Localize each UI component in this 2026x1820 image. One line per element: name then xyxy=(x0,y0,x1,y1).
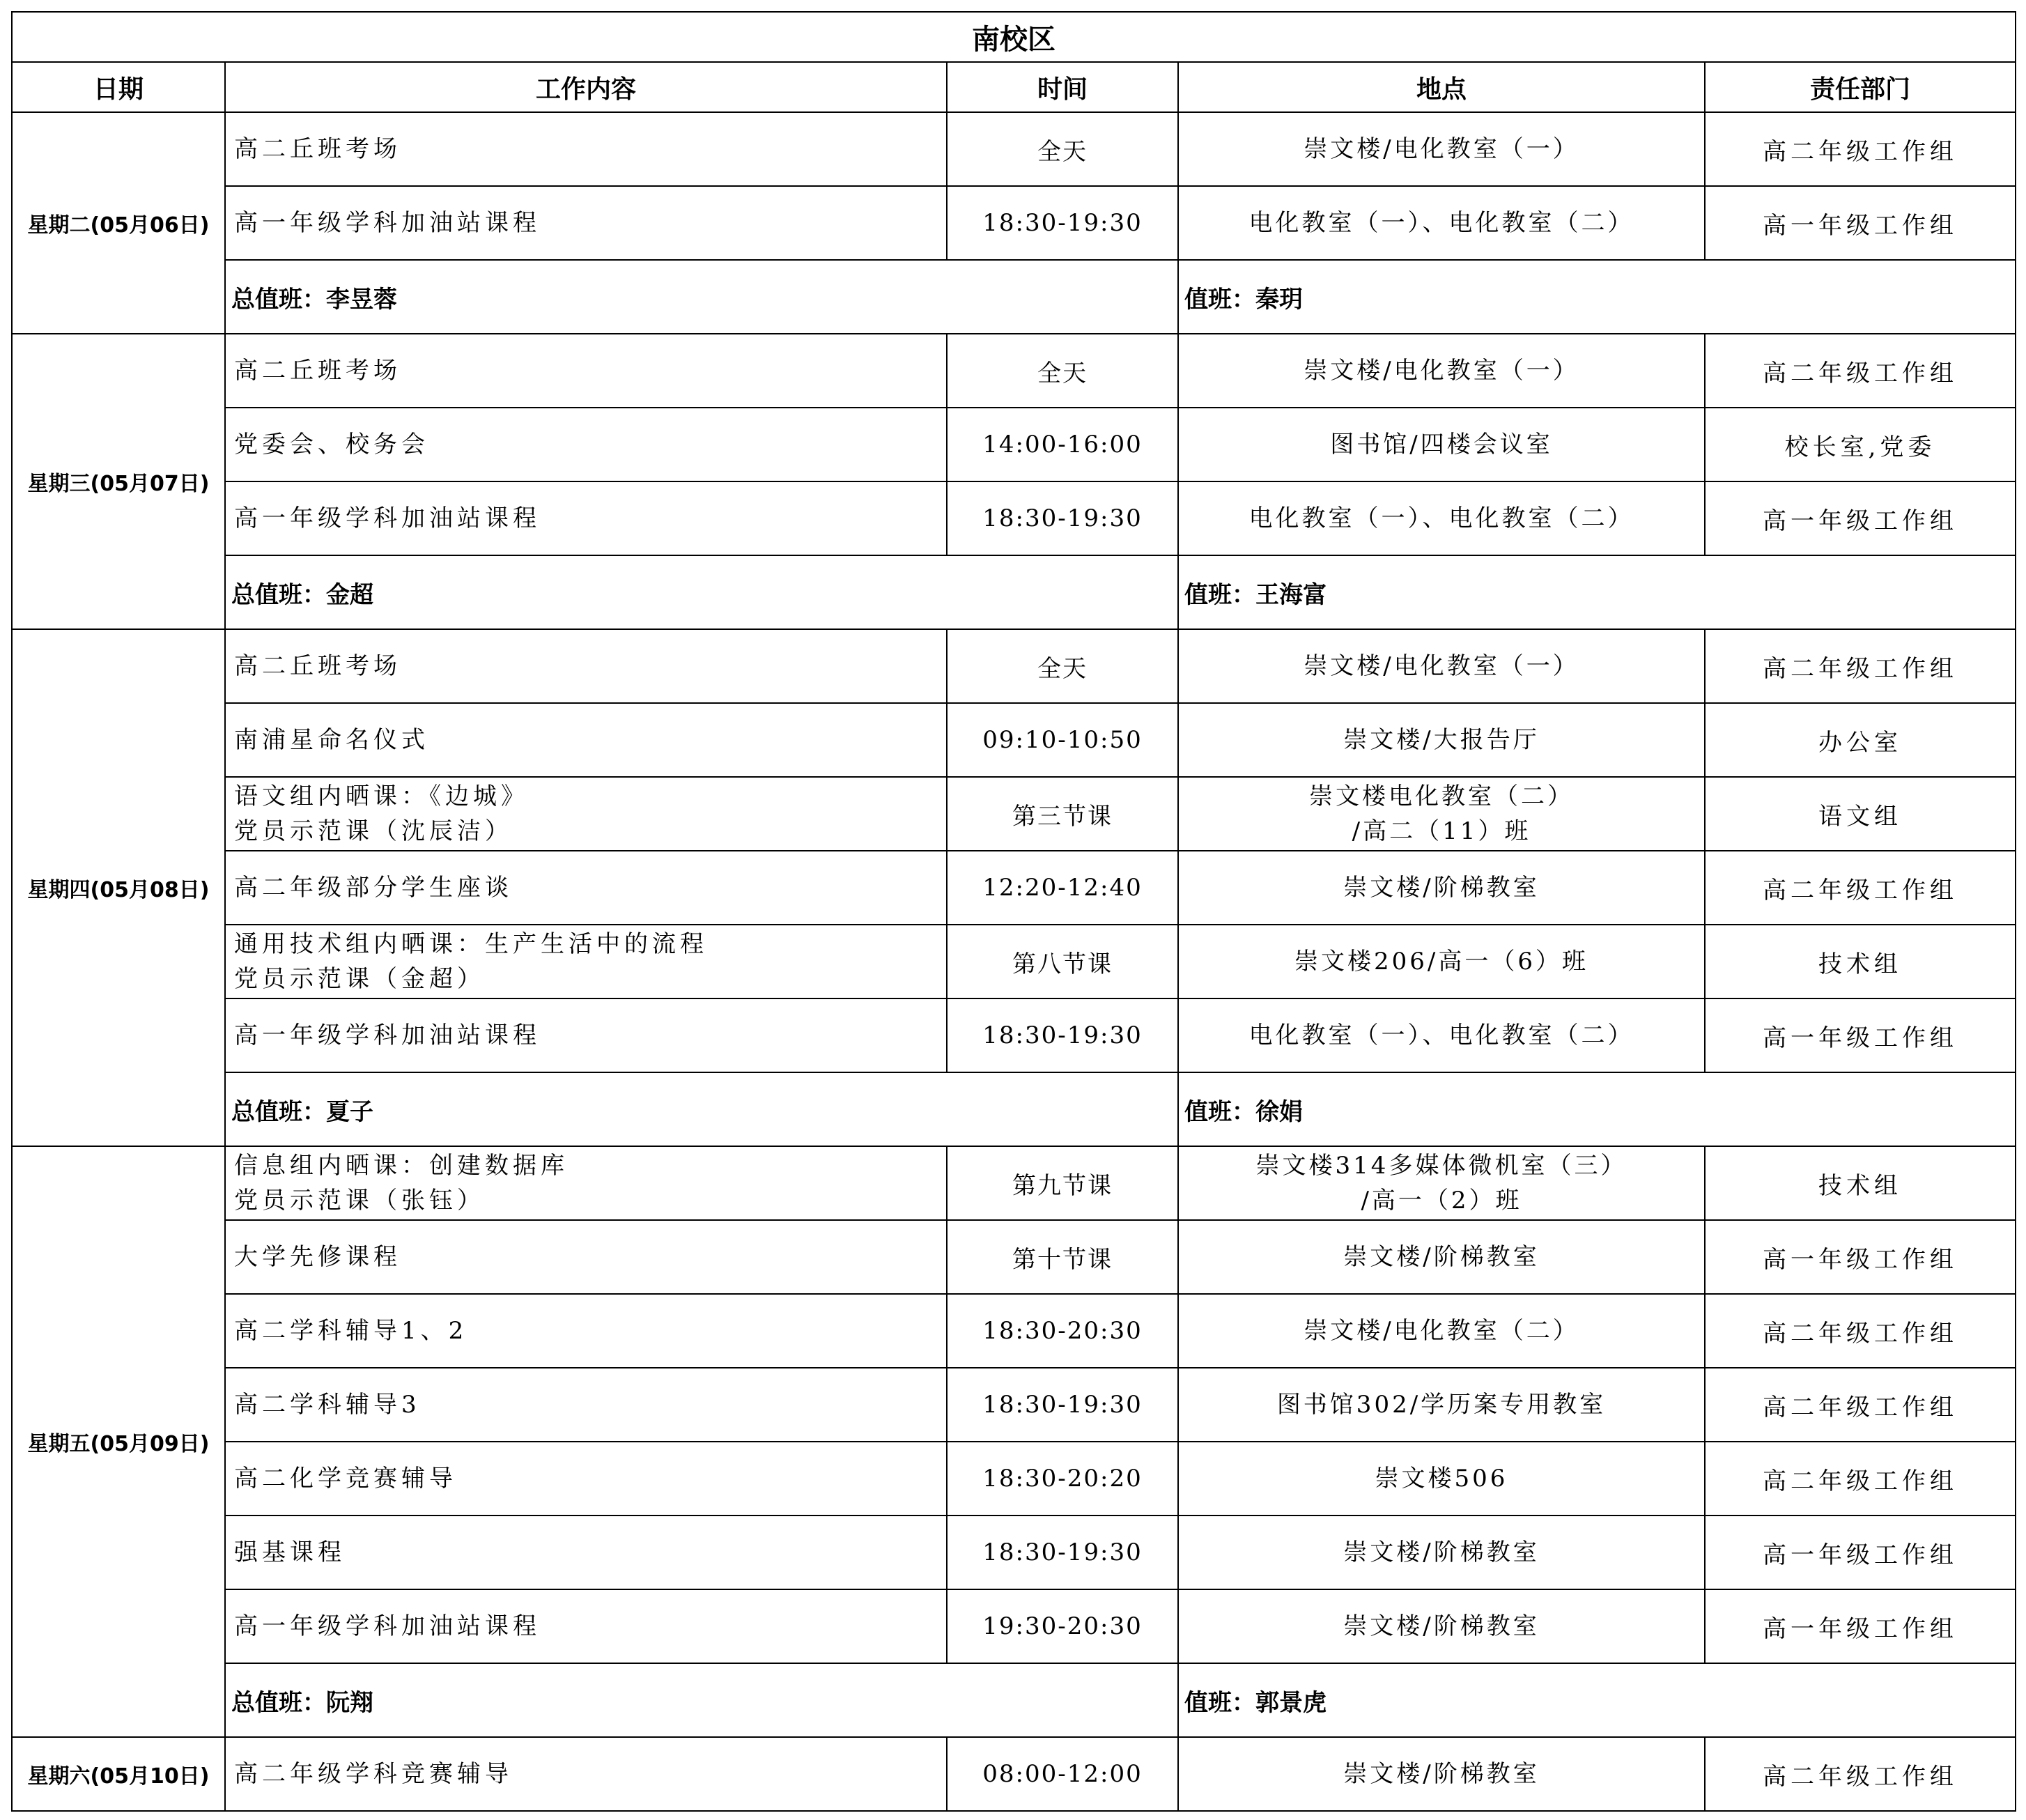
table-row xyxy=(12,1737,2016,1811)
dept-cell: 高二年级工作组 xyxy=(1705,1737,2016,1811)
dept-cell: 校长室,党委 xyxy=(1705,408,2016,481)
dept-cell: 高二年级工作组 xyxy=(1705,334,2016,408)
time-cell: 全天 xyxy=(947,629,1178,703)
dept-cell: 高二年级工作组 xyxy=(1705,851,2016,925)
content-cell: 高二年级部分学生座谈 xyxy=(225,851,947,925)
table-row xyxy=(12,334,2016,408)
dept-cell: 技术组 xyxy=(1705,1146,2016,1220)
time-cell: 第九节课 xyxy=(947,1146,1178,1220)
time-cell: 18:30-19:30 xyxy=(947,481,1178,555)
duty-cell: 值班：秦玥 xyxy=(1178,260,2016,334)
place-cell: 崇文楼/阶梯教室 xyxy=(1178,1516,1705,1589)
content-cell: 高二化学竞赛辅导 xyxy=(225,1442,947,1516)
time-cell: 第十节课 xyxy=(947,1220,1178,1294)
place-cell: 崇文楼/阶梯教室 xyxy=(1178,1589,1705,1663)
place-cell: 崇文楼314多媒体微机室（三） /高一（2）班 xyxy=(1178,1146,1705,1220)
content-cell: 大学先修课程 xyxy=(225,1220,947,1294)
schedule-body xyxy=(12,12,2016,1811)
dept-cell: 高一年级工作组 xyxy=(1705,481,2016,555)
place-cell: 崇文楼/大报告厅 xyxy=(1178,703,1705,777)
chief-duty-cell: 总值班：金超 xyxy=(225,555,1178,629)
place-cell: 崇文楼/电化教室（二） xyxy=(1178,1294,1705,1368)
table-row xyxy=(12,408,2016,481)
duty-row xyxy=(12,260,2016,334)
table-row xyxy=(12,112,2016,186)
duty-row xyxy=(12,555,2016,629)
schedule-table xyxy=(11,11,2016,1812)
place-cell: 电化教室（一）、电化教室（二） xyxy=(1178,481,1705,555)
dept-cell: 高二年级工作组 xyxy=(1705,1294,2016,1368)
header-content: 工作内容 xyxy=(225,62,947,112)
duty-cell: 值班：郭景虎 xyxy=(1178,1663,2016,1737)
table-row xyxy=(12,1368,2016,1442)
time-cell: 12:20-12:40 xyxy=(947,851,1178,925)
time-cell: 全天 xyxy=(947,112,1178,186)
table-row xyxy=(12,629,2016,703)
dept-cell: 高一年级工作组 xyxy=(1705,1220,2016,1294)
table-row xyxy=(12,851,2016,925)
table-row xyxy=(12,1589,2016,1663)
content-cell: 高一年级学科加油站课程 xyxy=(225,998,947,1072)
content-cell: 高一年级学科加油站课程 xyxy=(225,1589,947,1663)
content-cell: 高二学科辅导3 xyxy=(225,1368,947,1442)
content-cell: 高二丘班考场 xyxy=(225,112,947,186)
time-cell: 18:30-19:30 xyxy=(947,186,1178,260)
duty-row xyxy=(12,1663,2016,1737)
time-cell: 19:30-20:30 xyxy=(947,1589,1178,1663)
table-row xyxy=(12,998,2016,1072)
place-cell: 崇文楼/阶梯教室 xyxy=(1178,1737,1705,1811)
time-cell: 第八节课 xyxy=(947,925,1178,998)
duty-cell: 值班：徐娟 xyxy=(1178,1072,2016,1146)
place-cell: 图书馆302/学历案专用教室 xyxy=(1178,1368,1705,1442)
place-cell: 电化教室（一）、电化教室（二） xyxy=(1178,186,1705,260)
content-cell: 高一年级学科加油站课程 xyxy=(225,186,947,260)
table-row xyxy=(12,925,2016,998)
time-cell: 18:30-19:30 xyxy=(947,998,1178,1072)
dept-cell: 高二年级工作组 xyxy=(1705,112,2016,186)
dept-cell: 办公室 xyxy=(1705,703,2016,777)
time-cell: 09:10-10:50 xyxy=(947,703,1178,777)
duty-row xyxy=(12,1072,2016,1146)
header-date: 日期 xyxy=(12,62,225,112)
place-cell: 崇文楼/阶梯教室 xyxy=(1178,851,1705,925)
duty-cell: 值班：王海富 xyxy=(1178,555,2016,629)
content-cell: 南浦星命名仪式 xyxy=(225,703,947,777)
place-cell: 图书馆/四楼会议室 xyxy=(1178,408,1705,481)
date-cell: 星期三(05月07日) xyxy=(12,334,225,629)
campus-title: 南校区 xyxy=(12,12,2016,62)
table-row xyxy=(12,481,2016,555)
place-cell: 崇文楼/电化教室（一） xyxy=(1178,112,1705,186)
chief-duty-cell: 总值班：夏子 xyxy=(225,1072,1178,1146)
header-place: 地点 xyxy=(1178,62,1705,112)
place-cell: 崇文楼506 xyxy=(1178,1442,1705,1516)
chief-duty-cell: 总值班：李昱蓉 xyxy=(225,260,1178,334)
table-row xyxy=(12,1442,2016,1516)
place-cell: 电化教室（一）、电化教室（二） xyxy=(1178,998,1705,1072)
content-cell: 信息组内晒课：创建数据库 党员示范课（张钰） xyxy=(225,1146,947,1220)
dept-cell: 技术组 xyxy=(1705,925,2016,998)
date-cell: 星期五(05月09日) xyxy=(12,1146,225,1737)
time-cell: 全天 xyxy=(947,334,1178,408)
dept-cell: 语文组 xyxy=(1705,777,2016,851)
content-cell: 高二丘班考场 xyxy=(225,629,947,703)
dept-cell: 高一年级工作组 xyxy=(1705,1516,2016,1589)
dept-cell: 高一年级工作组 xyxy=(1705,998,2016,1072)
dept-cell: 高一年级工作组 xyxy=(1705,186,2016,260)
dept-cell: 高一年级工作组 xyxy=(1705,1589,2016,1663)
time-cell: 08:00-12:00 xyxy=(947,1737,1178,1811)
date-cell: 星期二(05月06日) xyxy=(12,112,225,334)
place-cell: 崇文楼/电化教室（一） xyxy=(1178,629,1705,703)
content-cell: 通用技术组内晒课：生产生活中的流程 党员示范课（金超） xyxy=(225,925,947,998)
chief-duty-cell: 总值班：阮翔 xyxy=(225,1663,1178,1737)
content-cell: 强基课程 xyxy=(225,1516,947,1589)
time-cell: 18:30-20:30 xyxy=(947,1294,1178,1368)
time-cell: 18:30-19:30 xyxy=(947,1516,1178,1589)
table-row xyxy=(12,1146,2016,1220)
time-cell: 18:30-19:30 xyxy=(947,1368,1178,1442)
table-row xyxy=(12,1516,2016,1589)
title-row xyxy=(12,12,2016,62)
dept-cell: 高二年级工作组 xyxy=(1705,1442,2016,1516)
content-cell: 高二丘班考场 xyxy=(225,334,947,408)
content-cell: 高二年级学科竞赛辅导 xyxy=(225,1737,947,1811)
header-time: 时间 xyxy=(947,62,1178,112)
content-cell: 党委会、校务会 xyxy=(225,408,947,481)
table-row xyxy=(12,186,2016,260)
header-row xyxy=(12,62,2016,112)
date-cell: 星期六(05月10日) xyxy=(12,1737,225,1811)
time-cell: 第三节课 xyxy=(947,777,1178,851)
place-cell: 崇文楼206/高一（6）班 xyxy=(1178,925,1705,998)
place-cell: 崇文楼/电化教室（一） xyxy=(1178,334,1705,408)
table-row xyxy=(12,1294,2016,1368)
time-cell: 18:30-20:20 xyxy=(947,1442,1178,1516)
place-cell: 崇文楼/阶梯教室 xyxy=(1178,1220,1705,1294)
place-cell: 崇文楼电化教室（二） /高二（11）班 xyxy=(1178,777,1705,851)
content-cell: 语文组内晒课：《边城》 党员示范课（沈辰洁） xyxy=(225,777,947,851)
date-cell: 星期四(05月08日) xyxy=(12,629,225,1146)
table-row xyxy=(12,777,2016,851)
dept-cell: 高二年级工作组 xyxy=(1705,1368,2016,1442)
dept-cell: 高二年级工作组 xyxy=(1705,629,2016,703)
content-cell: 高二学科辅导1、2 xyxy=(225,1294,947,1368)
table-row xyxy=(12,1220,2016,1294)
content-cell: 高一年级学科加油站课程 xyxy=(225,481,947,555)
header-dept: 责任部门 xyxy=(1705,62,2016,112)
time-cell: 14:00-16:00 xyxy=(947,408,1178,481)
table-row xyxy=(12,703,2016,777)
